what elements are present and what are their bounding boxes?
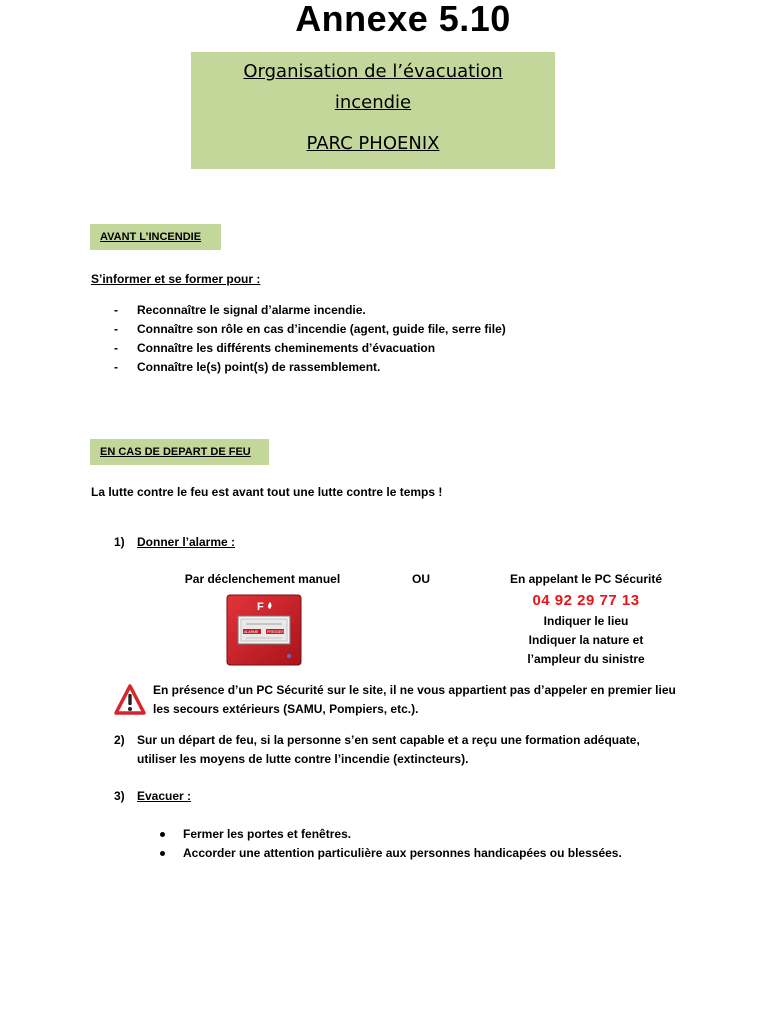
instruction-extent: l’ampleur du sinistre bbox=[527, 652, 645, 666]
alarm-box-f-letter: F bbox=[257, 601, 264, 613]
instruction-location: Indiquer le lieu bbox=[543, 614, 629, 628]
warning-triangle-icon bbox=[114, 684, 146, 716]
step3-number: 3) bbox=[114, 789, 125, 803]
section1-list bbox=[114, 301, 714, 377]
warning-line-1: En présence d’un PC Sécurité sur le site, il ne vous appartient pas d’appeler en premier lieu bbox=[153, 683, 676, 697]
step3-list bbox=[160, 825, 720, 863]
instruction-nature: Indiquer la nature et bbox=[528, 633, 644, 647]
list-item: Accorder une attention particulière aux personnes handicapées ou blessées. bbox=[160, 844, 720, 863]
section2-intro: La lutte contre le feu est avant tout une lutte contre le temps ! bbox=[91, 485, 443, 499]
phone-number: 04 92 29 77 13 bbox=[532, 592, 640, 609]
title-box bbox=[191, 52, 555, 169]
manual-trigger-label: Par déclenchement manuel bbox=[184, 572, 341, 586]
title-line-2: incendie bbox=[334, 92, 412, 113]
document-title: Annexe 5.10 bbox=[295, 0, 511, 39]
dash-bullet: - bbox=[114, 341, 118, 355]
title-line-1: Organisation de l’évacuation bbox=[243, 61, 503, 82]
section-tag-avant: AVANT L’INCENDIE bbox=[90, 224, 221, 250]
step2-line-1: Sur un départ de feu, si la personne s’en sent capable et a reçu une formation adéquate, bbox=[137, 733, 640, 747]
list-item: - Reconnaître le signal d’alarme incendie. bbox=[114, 301, 714, 320]
bullet-dot bbox=[160, 832, 165, 837]
step2-number: 2) bbox=[114, 733, 125, 747]
call-label: En appelant le PC Sécurité bbox=[509, 572, 663, 586]
dash-bullet: - bbox=[114, 322, 118, 336]
title-line-3: PARC PHOENIX bbox=[306, 133, 440, 154]
section-tag-depart-feu: EN CAS DE DEPART DE FEU bbox=[90, 439, 269, 465]
or-label: OU bbox=[412, 572, 430, 586]
fire-alarm-call-point-image bbox=[226, 594, 302, 666]
list-item: Fermer les portes et fenêtres. bbox=[160, 825, 720, 844]
list-item: - Connaître le(s) point(s) de rassemblement. bbox=[114, 358, 714, 377]
dash-bullet: - bbox=[114, 303, 118, 317]
alarm-box-push: PRESSER bbox=[267, 630, 284, 634]
bullet-dot bbox=[160, 851, 165, 856]
step2-line-2: utiliser les moyens de lutte contre l’incendie (extincteurs). bbox=[137, 752, 469, 766]
step1-number: 1) bbox=[114, 535, 125, 549]
warning-line-2: les secours extérieurs (SAMU, Pompiers, etc.). bbox=[153, 702, 419, 716]
dash-bullet: - bbox=[114, 360, 118, 374]
alarm-box-label: ALARME bbox=[244, 630, 259, 634]
list-item: - Connaître les différents cheminements d’évacuation bbox=[114, 339, 714, 358]
step1-label: Donner l’alarme : bbox=[137, 535, 236, 549]
section1-intro: S’informer et se former pour : bbox=[91, 272, 261, 286]
list-item: - Connaître son rôle en cas d’incendie (agent, guide file, serre file) bbox=[114, 320, 714, 339]
step3-label: Evacuer : bbox=[137, 789, 192, 803]
